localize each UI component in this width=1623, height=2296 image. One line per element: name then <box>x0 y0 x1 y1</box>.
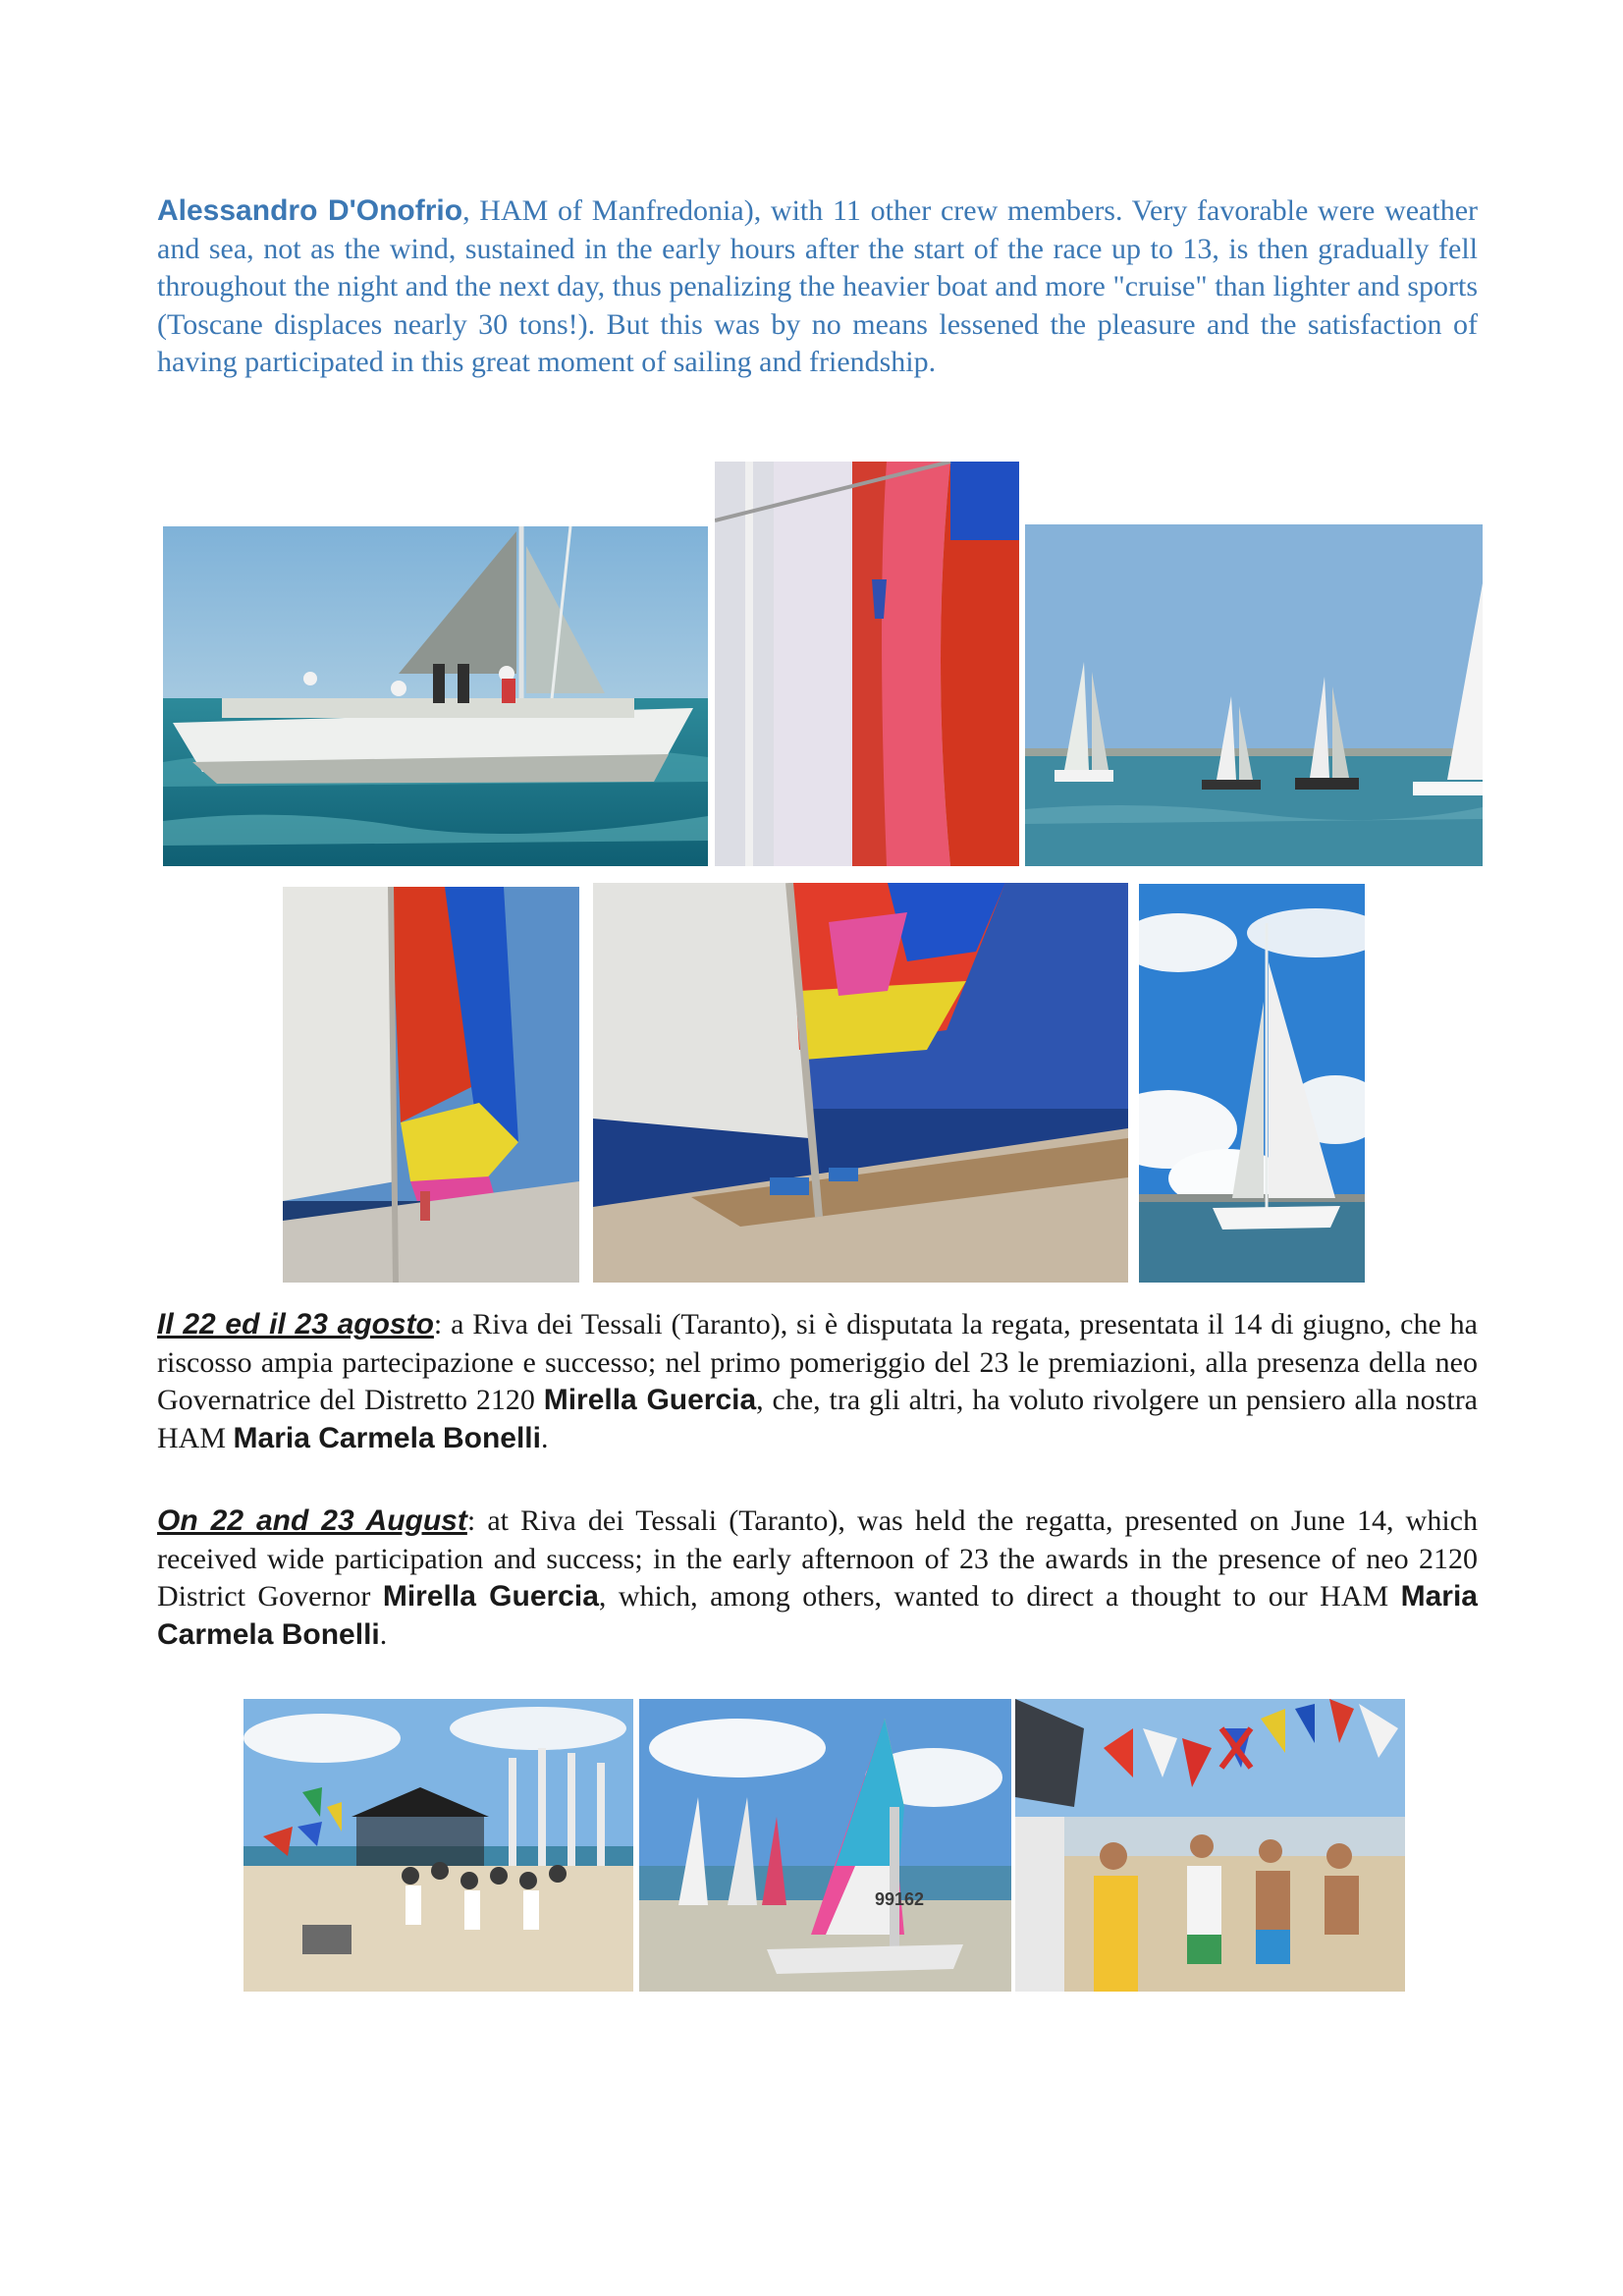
italian-text-2: , che, tra gli altri, ha voluto rivolgere un pensiero alla nostra HAM <box>157 1384 1478 1454</box>
english-paragraph <box>157 1503 1478 1654</box>
sails-bow-photo <box>283 887 579 1283</box>
sailboat-under-clouds-photo <box>1139 884 1365 1283</box>
italian-text-1: : a Riva dei Tessali (Taranto), si è disputata la regata, presentata il 14 di giugno, che ha riscosso ampia partecipazione e successo; nel primo pomeriggio del 23 le premiazioni, alla presenza della neo Governatrice del Distretto 2120 <box>157 1308 1478 1416</box>
crew-paragraph-text: , HAM of Manfredonia), with 11 other crew members. Very favorable were weather and sea, not as the wind, sustained in the early hours after the start of the race up to 13, is then gradually fell throughout the night and the next day, thus penalizing the heavier boat and more "cruise" than lighter and sports (Toscane displaces nearly 30 tons!). But this was by no means lessened the pleasure and the satisfaction of having participated in this great moment of sailing and friendship. <box>157 194 1479 378</box>
crew-leader-name: Alessandro D'Onofrio <box>157 194 463 227</box>
italian-date-lead: Il 22 ed il 23 agosto <box>157 1308 434 1340</box>
italian-ham-name: Maria Carmela Bonelli <box>233 1421 541 1454</box>
spinnaker-sail-closeup-photo <box>715 462 1019 866</box>
beach-tent-crowd-photo <box>243 1699 633 1992</box>
english-text-2: , which, among others, wanted to direct a thought to our HAM <box>598 1580 1401 1613</box>
crew-paragraph <box>157 192 1478 382</box>
italian-paragraph <box>157 1306 1478 1457</box>
deck-with-spinnaker-photo <box>593 883 1128 1283</box>
beached-catamarans-photo <box>639 1699 1011 1992</box>
italian-text-3: . <box>540 1421 549 1454</box>
english-date-lead: On 22 and 23 August <box>157 1504 467 1537</box>
sailboat-crew-photo <box>163 526 708 866</box>
flags-and-people-photo <box>1015 1699 1405 1992</box>
english-ham-name: Maria Carmela Bonelli <box>157 1580 1478 1651</box>
english-governor-name: Mirella Guercia <box>382 1580 599 1613</box>
regatta-fleet-photo <box>1025 524 1483 866</box>
italian-governor-name: Mirella Guercia <box>543 1384 757 1416</box>
english-text-1: : at Riva dei Tessali (Taranto), was held the regatta, presented on June 14, which received wide participation and success; in the early afternoon of 23 the awards in the presence of neo 2120 District Governor <box>157 1504 1478 1613</box>
english-text-3: . <box>379 1617 388 1651</box>
catamaran-sail-number: 99162 <box>875 1889 925 1909</box>
